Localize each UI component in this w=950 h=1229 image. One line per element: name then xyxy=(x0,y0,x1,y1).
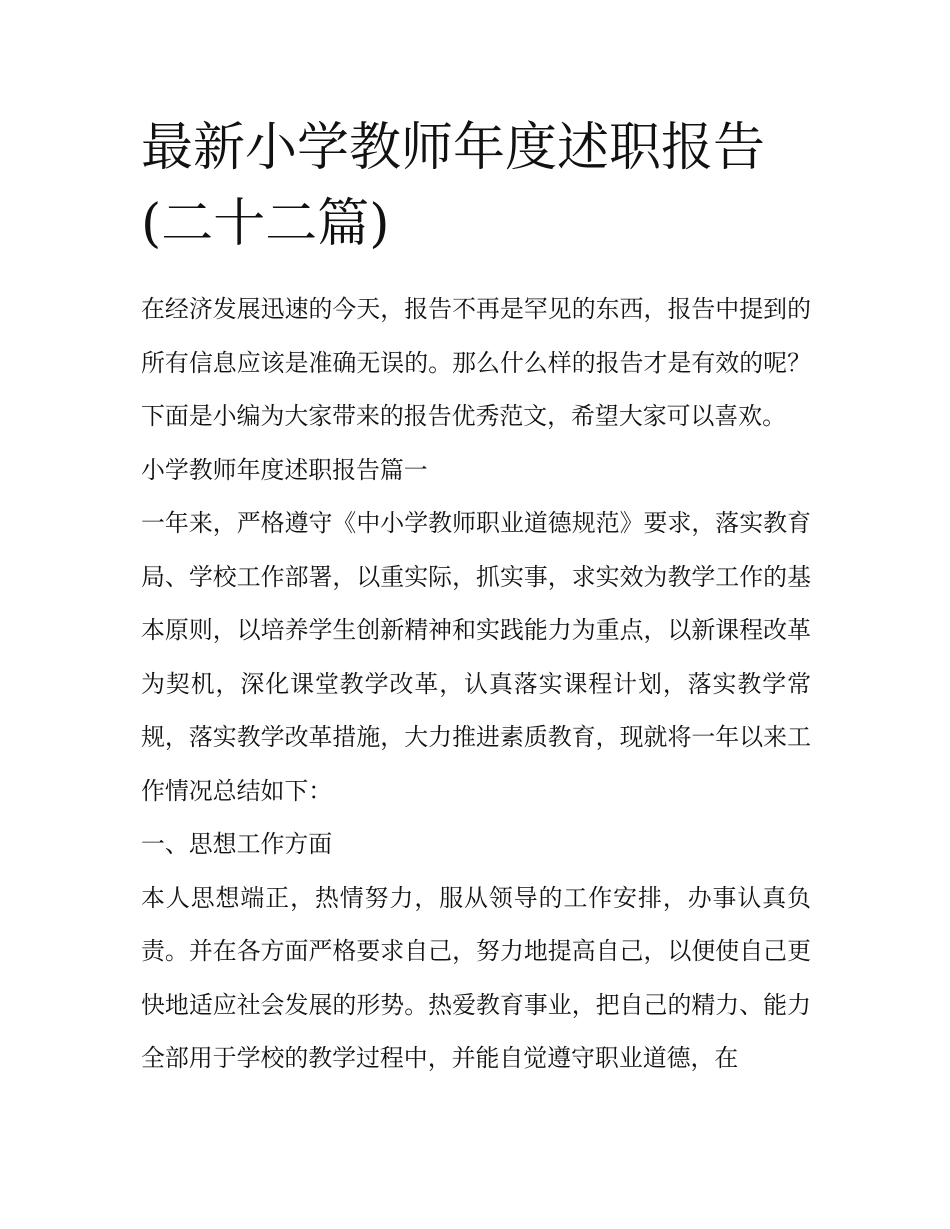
document-body xyxy=(141,110,811,1086)
body-paragraph: 本人思想端正，热情努力，服从领导的工作安排，办事认真负责。并在各方面严格要求自己，努力地提高自己，以便使自己更快地适应社会发展的形势。热爱教育事业，把自己的精力、能力全部用于学校的教学过程中，并能自觉遵守职业道德，在 xyxy=(141,883,811,1072)
body-paragraph: 一年来，严格遵守《中小学教师职业道德规范》要求，落实教育局、学校工作部署，以重实际，抓实事，求实效为教学工作的基本原则，以培养学生创新精神和实践能力为重点，以新课程改革为契机，深化课堂教学改革，认真落实课程计划，落实教学常规，落实教学改革措施，大力推进素质教育，现就将一年以来工作情况总结如下： xyxy=(141,509,811,805)
document-title: 最新小学教师年度述职报告(二十二篇) xyxy=(141,118,766,254)
section-heading: 小学教师年度述职报告篇一 xyxy=(141,455,428,484)
subsection-heading: 一、思想工作方面 xyxy=(141,830,333,858)
intro-paragraph: 在经济发展迅速的今天，报告不再是罕见的东西，报告中提到的所有信息应该是准确无误的。那么什么样的报告才是有效的呢？下面是小编为大家带来的报告优秀范文，希望大家可以喜欢。 xyxy=(141,295,811,430)
